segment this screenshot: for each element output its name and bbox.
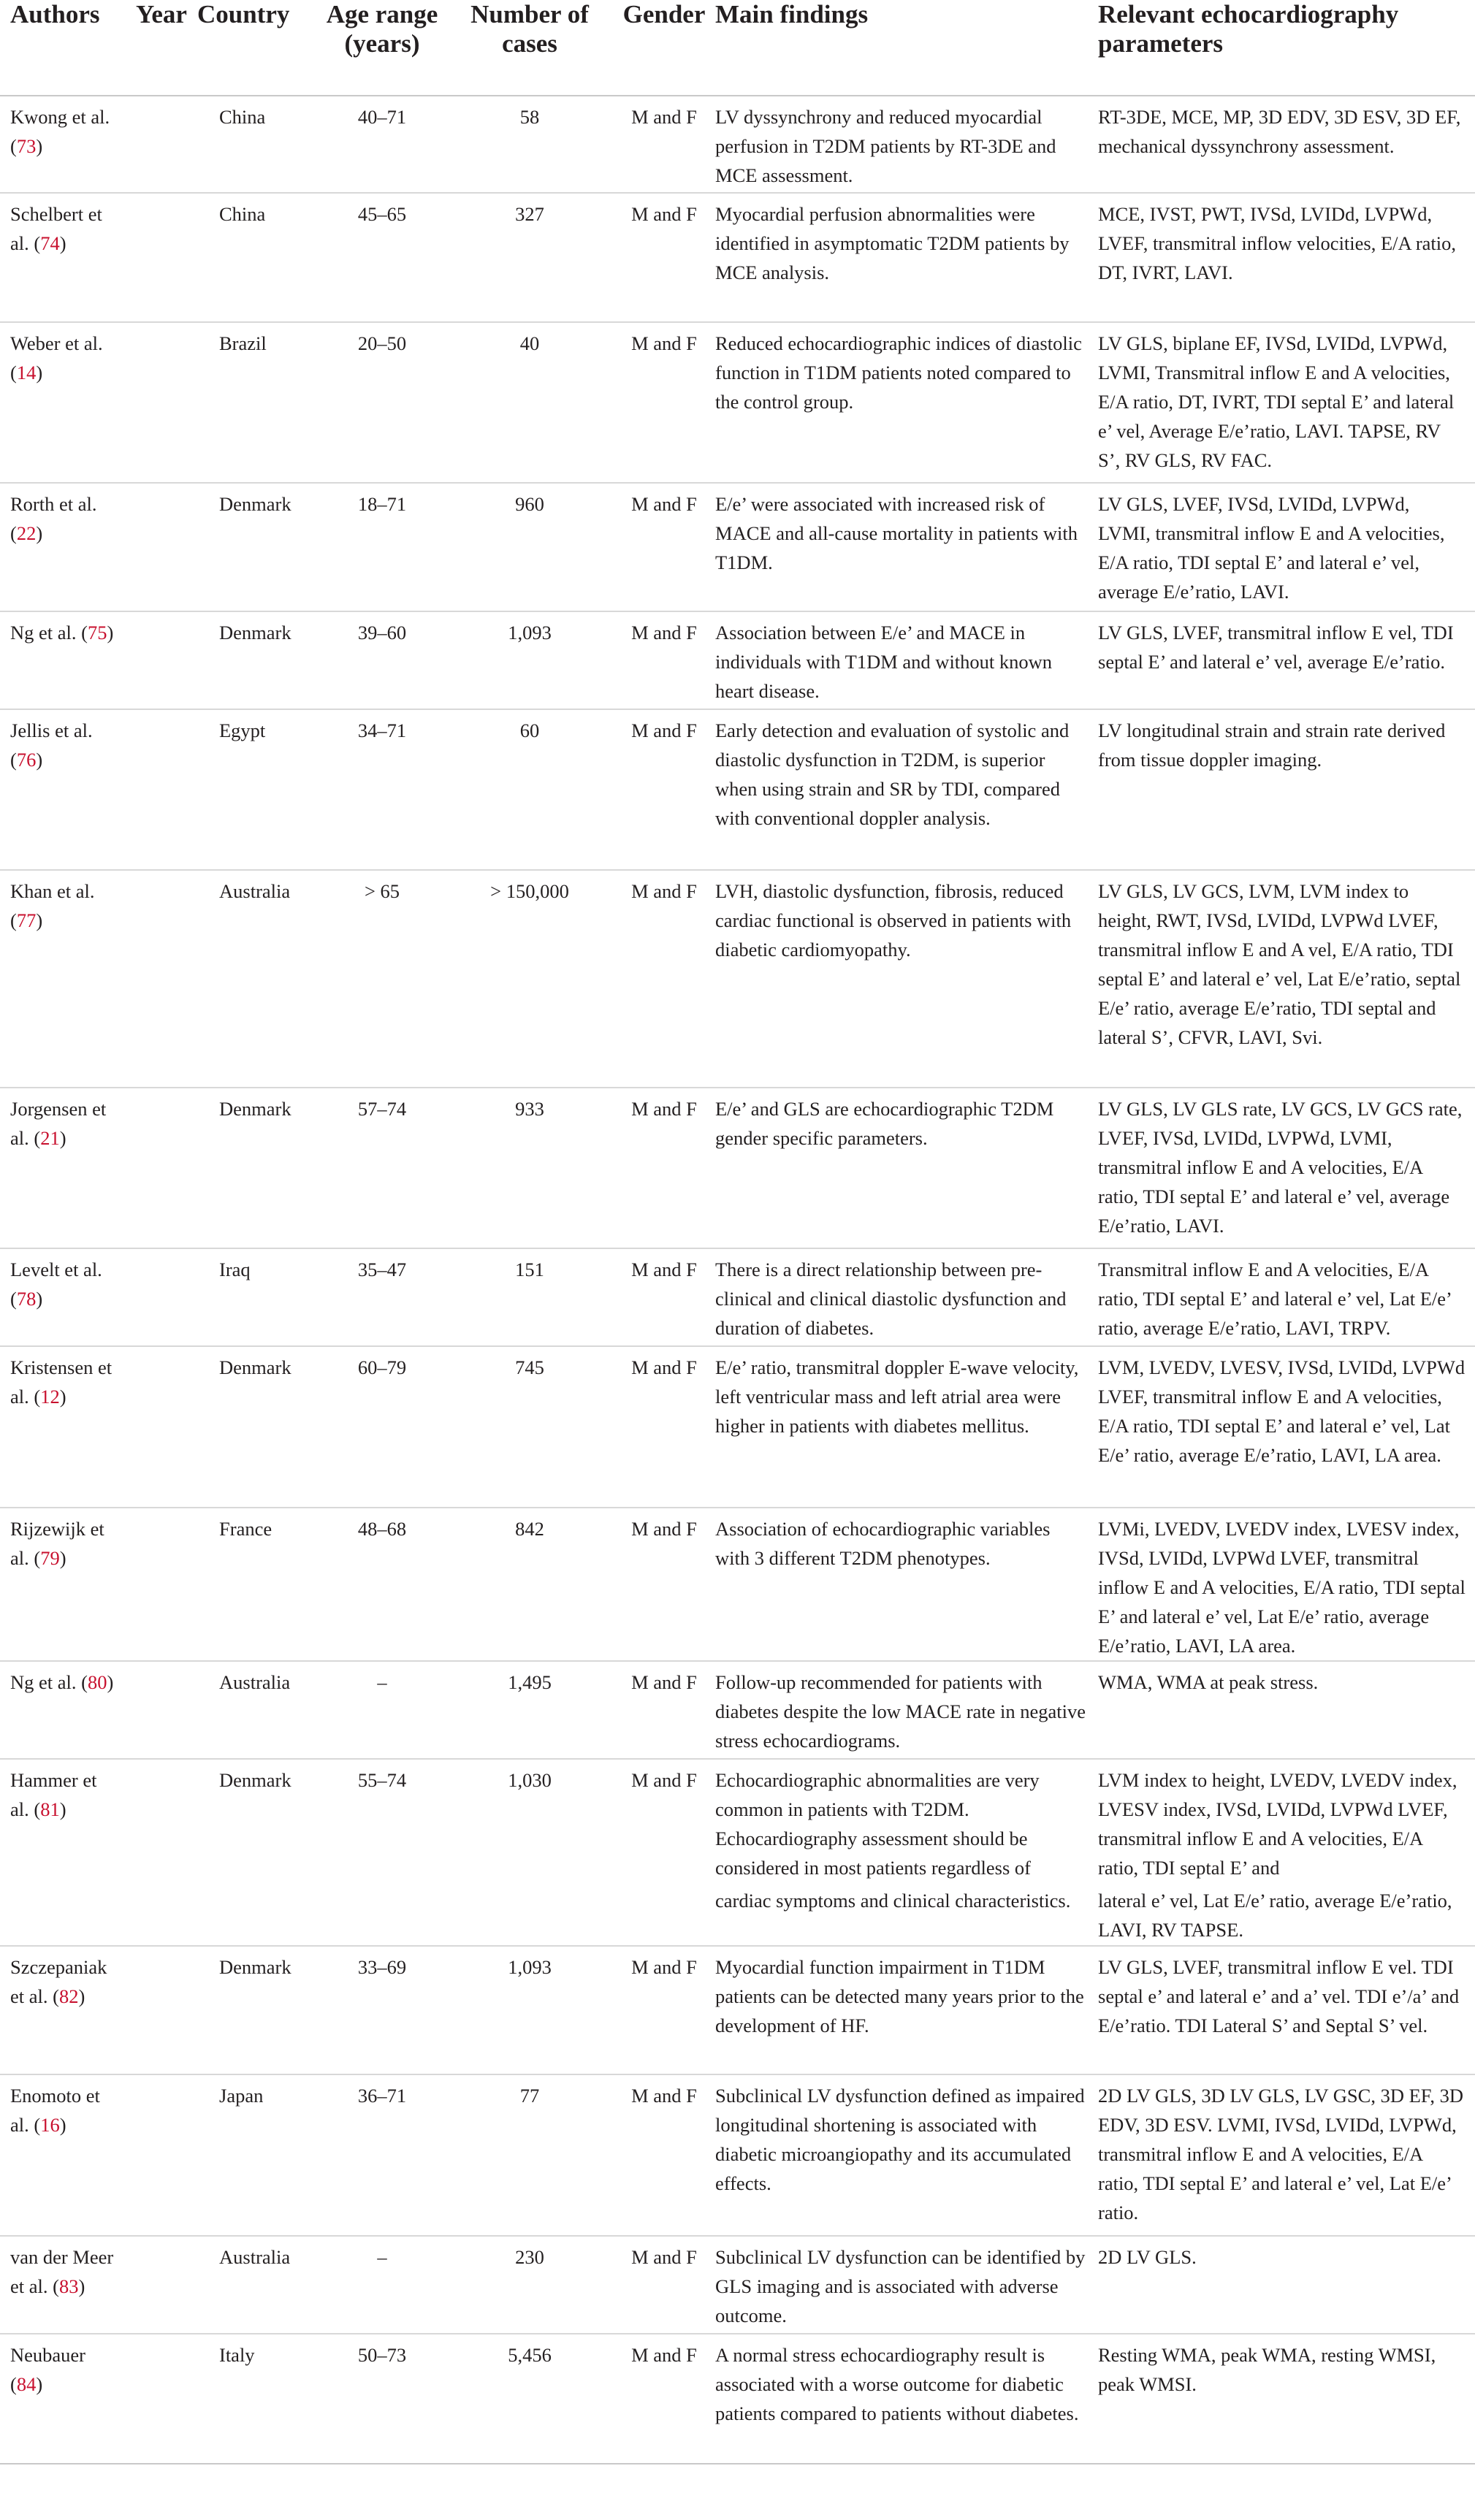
cell-country: Italy <box>197 2334 318 2464</box>
cell-age-range: 33–69 <box>318 1946 446 2074</box>
cell-country: Denmark <box>197 1088 318 1248</box>
cell-main-findings: Association of echocardiographic variables with 3 different T2DM phenotypes. <box>715 1508 1095 1661</box>
cell-authors: Khan et al. (77) <box>0 870 126 1088</box>
cell-country: Iraq <box>197 1248 318 1346</box>
cell-authors: Kristensen et al. (12) <box>0 1346 126 1508</box>
table-row <box>0 322 1475 483</box>
cell-age-range: 18–71 <box>318 483 446 611</box>
author-name: Enomoto et al. <box>10 2085 100 2136</box>
cell-age-range: 34–71 <box>318 709 446 870</box>
cell-main-findings: E/e’ ratio, transmitral doppler E-wave velocity, left ventricular mass and left atrial area were higher in patients with diabetes mellitus. <box>715 1346 1095 1508</box>
cell-country: Denmark <box>197 611 318 709</box>
cell-number-of-cases: 933 <box>446 1088 613 1248</box>
table-row-continuation <box>0 1885 1475 1946</box>
reference-link[interactable]: 77 <box>16 909 37 931</box>
reference-link[interactable]: 12 <box>40 1386 60 1408</box>
cell-echo-parameters-continued: lateral e’ vel, Lat E/e’ ratio, average E/e’ratio, LAVI, RV TAPSE. <box>1098 1890 1452 1941</box>
cell-country: France <box>197 1508 318 1661</box>
cell-number-of-cases: 1,030 <box>446 1759 613 1885</box>
cell-year <box>126 1661 197 1759</box>
cell-year <box>126 483 197 611</box>
cell-country: Australia <box>197 2236 318 2334</box>
cell-main-findings: LVH, diastolic dysfunction, fibrosis, reduced cardiac functional is observed in patients with diabetic cardiomyopathy. <box>715 870 1095 1088</box>
author-name: Ng et al. <box>10 622 77 644</box>
author-name: Schelbert et al. <box>10 203 102 254</box>
cell-authors: Rorth et al. (22) <box>0 483 126 611</box>
cell-authors: van der Meer et al. (83) <box>0 2236 126 2334</box>
table-row <box>0 193 1475 322</box>
cell-echo-parameters: LV GLS, LV GCS, LVM, LVM index to height, RWT, IVSd, LVIDd, LVPWd LVEF, transmitral inflow E and A vel, E/A ratio, TDI septal E’ and lateral e’ vel, Lat E/e’ratio, septal E/e’ ratio, average E/e’ratio, TDI septal and lateral S’, CFVR, LAVI, Svi. <box>1095 870 1475 1088</box>
cell-main-findings: Early detection and evaluation of systolic and diastolic dysfunction in T2DM, is superior when using strain and SR by TDI, compared with conventional doppler analysis. <box>715 709 1095 870</box>
cell-year <box>126 1508 197 1661</box>
cell-gender: M and F <box>613 1661 715 1759</box>
cell-echo-parameters: LV GLS, LV GLS rate, LV GCS, LV GCS rate, LVEF, IVSd, LVIDd, LVPWd, LVMI, transmitral inflow E and A velocities, E/A ratio, TDI septal E’ and lateral e’ vel, average E/e’ratio, LAVI. <box>1095 1088 1475 1248</box>
cell-year <box>126 193 197 322</box>
reference-link[interactable]: 79 <box>40 1547 60 1569</box>
cell-echo-parameters: Resting WMA, peak WMA, resting WMSI, peak WMSI. <box>1095 2334 1475 2464</box>
reference-link[interactable]: 76 <box>16 749 37 771</box>
cell-main-findings: There is a direct relationship between pre-clinical and clinical diastolic dysfunction and duration of diabetes. <box>715 1248 1095 1346</box>
cell-authors: Szczepaniak et al. (82) <box>0 1946 126 2074</box>
cell-country: Australia <box>197 1661 318 1759</box>
author-name: Neubauer <box>10 2344 85 2366</box>
cell-year <box>126 96 197 193</box>
table-row <box>0 1661 1475 1759</box>
cell-age-range: 35–47 <box>318 1248 446 1346</box>
cell-age-range: > 65 <box>318 870 446 1088</box>
header-main-findings: Main findings <box>715 0 1095 96</box>
cell-authors: Ng et al. (80) <box>0 1661 126 1759</box>
author-name: Kristensen et al. <box>10 1356 113 1408</box>
cell-age-range: 48–68 <box>318 1508 446 1661</box>
cell-country: Japan <box>197 2074 318 2236</box>
cell-gender: M and F <box>613 322 715 483</box>
table-row <box>0 1946 1475 2074</box>
table-row <box>0 2334 1475 2464</box>
cell-number-of-cases: 842 <box>446 1508 613 1661</box>
cell-echo-parameters: RT-3DE, MCE, MP, 3D EDV, 3D ESV, 3D EF, mechanical dyssynchrony assessment. <box>1095 96 1475 193</box>
cell-gender: M and F <box>613 2074 715 2236</box>
cell-country: China <box>197 96 318 193</box>
cell-main-findings: LV dyssynchrony and reduced myocardial perfusion in T2DM patients by RT-3DE and MCE assessment. <box>715 96 1095 193</box>
cell-gender: M and F <box>613 2236 715 2334</box>
cell-number-of-cases: 327 <box>446 193 613 322</box>
cell-main-findings: Echocardiographic abnormalities are very common in patients with T2DM. Echocardiography assessment should be considered in most patients regardless of <box>715 1759 1095 1885</box>
cell-gender: M and F <box>613 1759 715 1885</box>
cell-gender: M and F <box>613 1346 715 1508</box>
cell-authors: Neubauer (84) <box>0 2334 126 2464</box>
reference-link[interactable]: 22 <box>16 522 37 544</box>
cell-country: China <box>197 193 318 322</box>
table-row <box>0 96 1475 193</box>
cell-year <box>126 322 197 483</box>
author-name: Ng et al. <box>10 1671 77 1693</box>
cell-main-findings: A normal stress echocardiography result is associated with a worse outcome for diabetic patients compared to patients without diabetes. <box>715 2334 1095 2464</box>
table-row <box>0 611 1475 709</box>
author-name: Rijzewijk et al. <box>10 1518 104 1569</box>
cell-gender: M and F <box>613 1248 715 1346</box>
reference-link[interactable]: 83 <box>58 2275 79 2297</box>
table-row <box>0 1088 1475 1248</box>
cell-echo-parameters: 2D LV GLS. <box>1095 2236 1475 2334</box>
table-row <box>0 2236 1475 2334</box>
cell-main-findings: Reduced echocardiographic indices of diastolic function in T1DM patients noted compared to the control group. <box>715 322 1095 483</box>
reference-link[interactable]: 21 <box>40 1127 60 1149</box>
cell-gender: M and F <box>613 709 715 870</box>
header-age-range: Age range (years) <box>318 0 446 96</box>
cell-authors: Enomoto et al. (16) <box>0 2074 126 2236</box>
cell-country: Australia <box>197 870 318 1088</box>
cell-gender: M and F <box>613 611 715 709</box>
cell-number-of-cases: 960 <box>446 483 613 611</box>
table-body <box>0 96 1475 2464</box>
cell-authors: Levelt et al. (78) <box>0 1248 126 1346</box>
cell-gender: M and F <box>613 96 715 193</box>
author-name: Levelt et al. <box>10 1259 102 1280</box>
cell-age-range: 36–71 <box>318 2074 446 2236</box>
table-row <box>0 1759 1475 1885</box>
cell-authors: Schelbert et al. (74) <box>0 193 126 322</box>
cell-echo-parameters: Transmitral inflow E and A velocities, E/A ratio, TDI septal E’ and lateral e’ vel, Lat E/e’ ratio, average E/e’ratio, LAVI, TRPV. <box>1095 1248 1475 1346</box>
cell-main-findings: Subclinical LV dysfunction can be identified by GLS imaging and is associated with adverse outcome. <box>715 2236 1095 2334</box>
cell-echo-parameters: LVM index to height, LVEDV, LVEDV index, LVESV index, IVSd, LVIDd, LVPWd LVEF, transmitral inflow E and A velocities, E/A ratio, TDI septal E’ and <box>1095 1759 1475 1885</box>
cell-year <box>126 1346 197 1508</box>
reference-link[interactable]: 80 <box>87 1671 107 1693</box>
header-number-of-cases: Number of cases <box>446 0 613 96</box>
cell-year <box>126 1088 197 1248</box>
cell-year <box>126 611 197 709</box>
cell-authors: Jellis et al. (76) <box>0 709 126 870</box>
table-row <box>0 2074 1475 2236</box>
cell-number-of-cases: 1,495 <box>446 1661 613 1759</box>
cell-number-of-cases: 5,456 <box>446 2334 613 2464</box>
cell-echo-parameters: WMA, WMA at peak stress. <box>1095 1661 1475 1759</box>
cell-authors: Kwong et al. (73) <box>0 96 126 193</box>
cell-main-findings-continued: cardiac symptoms and clinical characteristics. <box>715 1890 1071 1912</box>
header-year: Year <box>126 0 197 96</box>
cell-year <box>126 870 197 1088</box>
cell-year <box>126 709 197 870</box>
header-authors: Authors <box>0 0 126 96</box>
cell-year <box>126 1759 197 1885</box>
cell-echo-parameters: MCE, IVST, PWT, IVSd, LVIDd, LVPWd, LVEF, transmitral inflow velocities, E/A ratio, DT, IVRT, LAVI. <box>1095 193 1475 322</box>
table-row <box>0 483 1475 611</box>
cell-authors: Weber et al. (14) <box>0 322 126 483</box>
cell-age-range: 40–71 <box>318 96 446 193</box>
cell-gender: M and F <box>613 483 715 611</box>
cell-authors: Ng et al. (75) <box>0 611 126 709</box>
cell-echo-parameters: LV longitudinal strain and strain rate derived from tissue doppler imaging. <box>1095 709 1475 870</box>
author-name: Rorth et al. <box>10 493 97 515</box>
cell-gender: M and F <box>613 193 715 322</box>
cell-age-range: – <box>318 2236 446 2334</box>
cell-number-of-cases: 40 <box>446 322 613 483</box>
cell-main-findings: Myocardial function impairment in T1DM patients can be detected many years prior to the development of HF. <box>715 1946 1095 2074</box>
cell-country: Denmark <box>197 1759 318 1885</box>
cell-gender: M and F <box>613 2334 715 2464</box>
cell-age-range: 20–50 <box>318 322 446 483</box>
cell-number-of-cases: 58 <box>446 96 613 193</box>
table-row <box>0 1508 1475 1661</box>
cell-authors: Hammer et al. (81) <box>0 1759 126 1885</box>
cell-echo-parameters: LV GLS, LVEF, transmitral inflow E vel. TDI septal e’ and lateral e’ and a’ vel. TDI e’/a’ and E/e’ratio. TDI Lateral S’ and Septal S’ vel. <box>1095 1946 1475 2074</box>
table-row <box>0 709 1475 870</box>
author-name: van der Meer et al. <box>10 2246 114 2297</box>
reference-link[interactable]: 14 <box>16 362 37 383</box>
cell-country: Brazil <box>197 322 318 483</box>
author-name: Jorgensen et al. <box>10 1098 107 1149</box>
table-header-row <box>0 0 1475 96</box>
cell-number-of-cases: 230 <box>446 2236 613 2334</box>
cell-echo-parameters: LV GLS, LVEF, IVSd, LVIDd, LVPWd, LVMI, transmitral inflow E and A velocities, E/A ratio, TDI septal E’ and lateral e’ vel, average E/e’ratio, LAVI. <box>1095 483 1475 611</box>
author-name: Kwong et al. <box>10 106 110 128</box>
cell-main-findings: Subclinical LV dysfunction defined as impaired longitudinal shortening is associated with diabetic microangiopathy and its accumulated effects. <box>715 2074 1095 2236</box>
reference-link[interactable]: 16 <box>40 2114 60 2136</box>
cell-main-findings: E/e’ and GLS are echocardiographic T2DM gender specific parameters. <box>715 1088 1095 1248</box>
cell-number-of-cases: 77 <box>446 2074 613 2236</box>
reference-link[interactable]: 81 <box>40 1798 60 1820</box>
cell-authors: Rijzewijk et al. (79) <box>0 1508 126 1661</box>
cell-number-of-cases: 60 <box>446 709 613 870</box>
author-name: Weber et al. <box>10 332 103 354</box>
cell-main-findings: E/e’ were associated with increased risk of MACE and all-cause mortality in patients with T1DM. <box>715 483 1095 611</box>
reference-link[interactable]: 82 <box>58 1985 79 2007</box>
cell-echo-parameters: 2D LV GLS, 3D LV GLS, LV GSC, 3D EF, 3D EDV, 3D ESV. LVMI, IVSd, LVIDd, LVPWd, transmitral inflow E and A velocities, E/A ratio, TDI septal E’ and lateral e’ vel, Lat E/e’ ratio. <box>1095 2074 1475 2236</box>
cell-echo-parameters: LV GLS, biplane EF, IVSd, LVIDd, LVPWd, LVMI, Transmitral inflow E and A velocities, E/A ratio, DT, IVRT, TDI septal E’ and lateral e’ vel, Average E/e’ratio, LAVI. TAPSE, RV S’, RV GLS, RV FAC. <box>1095 322 1475 483</box>
reference-link[interactable]: 73 <box>16 135 37 157</box>
cell-age-range: – <box>318 1661 446 1759</box>
reference-link[interactable]: 74 <box>40 232 60 254</box>
reference-link[interactable]: 78 <box>16 1288 37 1310</box>
cell-year <box>126 1946 197 2074</box>
header-echo-parameters: Relevant echocardiography parameters <box>1095 0 1475 96</box>
cell-country: Denmark <box>197 1346 318 1508</box>
cell-number-of-cases: 745 <box>446 1346 613 1508</box>
cell-authors: Jorgensen et al. (21) <box>0 1088 126 1248</box>
cell-main-findings: Follow-up recommended for patients with diabetes despite the low MACE rate in negative stress echocardiograms. <box>715 1661 1095 1759</box>
cell-gender: M and F <box>613 1088 715 1248</box>
author-name: Khan et al. <box>10 880 95 902</box>
cell-age-range: 50–73 <box>318 2334 446 2464</box>
cell-gender: M and F <box>613 1508 715 1661</box>
cell-year <box>126 2236 197 2334</box>
cell-age-range: 55–74 <box>318 1759 446 1885</box>
cell-echo-parameters: LVMi, LVEDV, LVEDV index, LVESV index, IVSd, LVIDd, LVPWd LVEF, transmitral inflow E and A velocities, E/A ratio, TDI septal E’ and lateral e’ vel, Lat E/e’ ratio, average E/e’ratio, LAVI, LA area. <box>1095 1508 1475 1661</box>
table-row <box>0 870 1475 1088</box>
cell-main-findings: Myocardial perfusion abnormalities were identified in asymptomatic T2DM patients by MCE analysis. <box>715 193 1095 322</box>
cell-gender: M and F <box>613 1946 715 2074</box>
author-name: Hammer et al. <box>10 1769 97 1820</box>
cell-year <box>126 2074 197 2236</box>
cell-number-of-cases: 1,093 <box>446 1946 613 2074</box>
cell-year <box>126 1248 197 1346</box>
cell-age-range: 60–79 <box>318 1346 446 1508</box>
cell-age-range: 39–60 <box>318 611 446 709</box>
cell-number-of-cases: > 150,000 <box>446 870 613 1088</box>
author-name: Szczepaniak et al. <box>10 1956 107 2007</box>
cell-gender: M and F <box>613 870 715 1088</box>
cell-age-range: 57–74 <box>318 1088 446 1248</box>
author-name: Jellis et al. <box>10 719 93 741</box>
cell-country: Egypt <box>197 709 318 870</box>
cell-echo-parameters: LV GLS, LVEF, transmitral inflow E vel, TDI septal E’ and lateral e’ vel, average E/e’ratio. <box>1095 611 1475 709</box>
cell-country: Denmark <box>197 1946 318 2074</box>
cell-echo-parameters: LVM, LVEDV, LVESV, IVSd, LVIDd, LVPWd LVEF, transmitral inflow E and A velocities, E/A ratio, TDI septal E’ and lateral e’ vel, Lat E/e’ ratio, average E/e’ratio, LAVI, LA area. <box>1095 1346 1475 1508</box>
table-row <box>0 1346 1475 1508</box>
header-country: Country <box>197 0 318 96</box>
cell-country: Denmark <box>197 483 318 611</box>
reference-link[interactable]: 84 <box>16 2373 37 2395</box>
cell-number-of-cases: 151 <box>446 1248 613 1346</box>
table-row <box>0 1248 1475 1346</box>
cell-year <box>126 2334 197 2464</box>
cell-number-of-cases: 1,093 <box>446 611 613 709</box>
reference-link[interactable]: 75 <box>87 622 107 644</box>
cell-main-findings: Association between E/e’ and MACE in individuals with T1DM and without known heart disease. <box>715 611 1095 709</box>
header-gender: Gender <box>613 0 715 96</box>
cell-age-range: 45–65 <box>318 193 446 322</box>
